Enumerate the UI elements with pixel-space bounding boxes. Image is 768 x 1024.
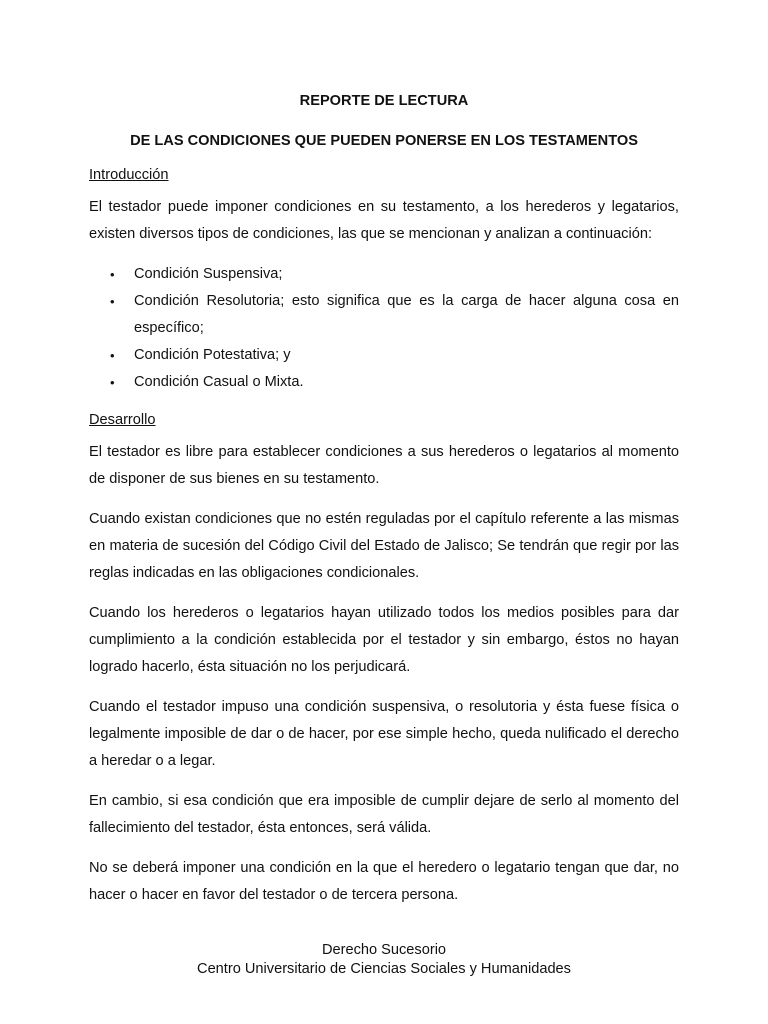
conditions-list <box>89 261 679 396</box>
section-heading-desarrollo: Desarrollo <box>89 412 156 428</box>
list-item-text: Condición Resolutoria; esto significa que es la carga de hacer alguna cosa en específico; <box>134 293 679 336</box>
intro-paragraph: El testador puede imponer condiciones en su testamento, a los herederos y legatarios, existen diversos tipos de condiciones, las que se mencionan y analizan a continuación: <box>89 199 679 242</box>
list-item <box>89 342 679 369</box>
list-item <box>89 369 679 396</box>
list-item-text: Condición Casual o Mixta. <box>134 374 304 390</box>
list-item-text: Condición Suspensiva; <box>134 266 283 282</box>
list-item-text: Condición Potestativa; y <box>134 347 291 363</box>
document-subtitle: DE LAS CONDICIONES QUE PUEDEN PONERSE EN LOS TESTAMENTOS <box>130 133 638 149</box>
bullet-icon: • <box>110 348 115 363</box>
development-paragraph: El testador es libre para establecer condiciones a sus herederos o legatarios al momento de disponer de sus bienes en su testamento. <box>89 444 679 487</box>
development-paragraph: No se deberá imponer una condición en la que el heredero o legatario tengan que dar, no hacer o hacer en favor del testador o de tercera persona. <box>89 860 679 903</box>
bullet-icon: • <box>110 294 115 309</box>
development-paragraph: Cuando el testador impuso una condición suspensiva, o resolutoria y ésta fuese física o legalmente imposible de dar o de hacer, por ese simple hecho, queda nulificado el derecho a heredar o a legar. <box>89 699 679 769</box>
development-paragraph: Cuando los herederos o legatarios hayan utilizado todos los medios posibles para dar cumplimiento a la condición establecida por el testador y sin embargo, éstos no hayan logrado hacerlo, ésta situación no los perjudicará. <box>89 605 679 675</box>
development-paragraph: Cuando existan condiciones que no estén reguladas por el capítulo referente a las mismas en materia de sucesión del Código Civil del Estado de Jalisco; Se tendrán que regir por las reglas indicadas en las obligaciones condicionales. <box>89 511 679 581</box>
page-footer <box>0 941 768 979</box>
bullet-icon: • <box>110 375 115 390</box>
footer-course: Derecho Sucesorio <box>321 942 447 958</box>
development-paragraph: En cambio, si esa condición que era imposible de cumplir dejare de serlo al momento del fallecimiento del testador, ésta entonces, será válida. <box>89 793 679 836</box>
list-item <box>89 261 679 288</box>
footer-institution: Centro Universitario de Ciencias Sociales y Humanidades <box>197 961 571 977</box>
list-item <box>89 288 679 342</box>
section-heading-introduccion: Introducción <box>89 167 169 183</box>
bullet-icon: • <box>110 267 115 282</box>
document-title: REPORTE DE LECTURA <box>299 93 469 109</box>
document-body <box>89 90 679 922</box>
